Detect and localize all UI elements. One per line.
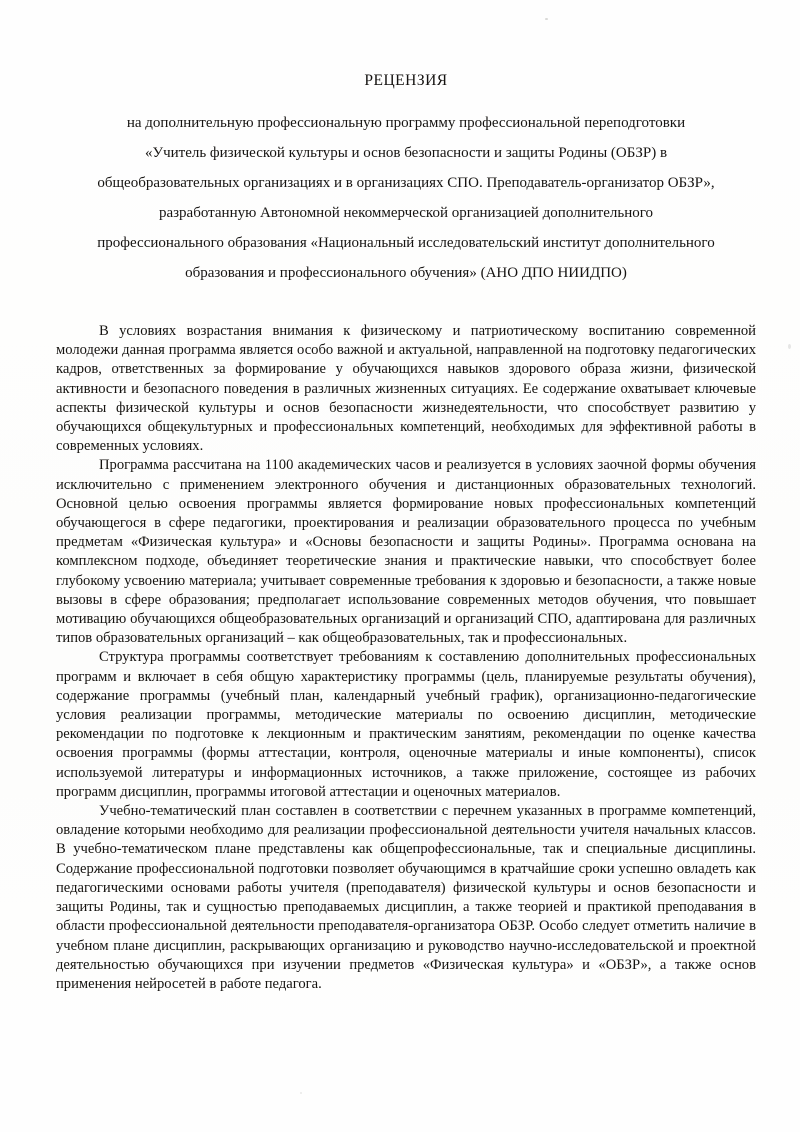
document-subtitle-line-1: на дополнительную профессиональную программу профессиональной переподготовки [126, 115, 686, 131]
document-subtitle-line-4: разработанную Автономной некоммерческой организацией дополнительного [158, 205, 654, 221]
document-subtitle-line-5: профессионального образования «Национальный исследовательский институт дополнительного [97, 235, 715, 251]
scan-speck [788, 344, 791, 349]
body-paragraph-4: Учебно-тематический план составлен в соответствии с перечнем указанных в программе компетенций, овладение которыми необходимо для реализации профессиональной деятельности учителя начальных классов. В учебно-тематическом плане представлены как общепрофессиональные, так и специальные дисциплины. Содержание профессиональной подготовки позволяет обучающимся в кратчайшие сроки успешно овладеть как педагогическими основами работы учителя (преподавателя) физической культуры и основ безопасности и защиты Родины, так и сущностью преподаваемых дисциплин, а также теорией и практикой преподавания в области профессиональной деятельности преподавателя-организатора ОБЗР. Особо следует отметить наличие в учебном плане дисциплин, раскрывающих организацию и руководство научно-исследовательской и проектной деятельностью обучающихся при изучении предметов «Физическая культура» и «ОБЗР», а также основ применения нейросетей в работе педагога. [56, 803, 756, 992]
document-title: РЕЦЕНЗИЯ [364, 72, 448, 89]
document-subtitle-line-2: «Учитель физической культуры и основ безопасности и защиты Родины (ОБЗР) в [144, 145, 668, 161]
body-paragraph-3: Структура программы соответствует требованиям к составлению дополнительных профессиональных программ и включает в себя общую характеристику программы (цель, планируемые результаты обучения), содержание программы (учебный план, календарный учебный график), организационно-педагогические условия реализации программы, методические материалы по освоению дисциплин, методические рекомендации по подготовке к лекционным и практическим занятиям, рекомендации по оценке качества освоения программы (формы аттестации, контроля, оценочные материалы и иные компоненты), список используемой литературы и информационных источников, а также приложение, состоящее из рабочих программ дисциплин, программы итоговой аттестации и оценочных материалов. [56, 649, 756, 800]
document-subtitle [56, 108, 756, 288]
document-subtitle-line-3: общеобразовательных организациях и в организациях СПО. Преподаватель-организатор ОБЗР», [97, 175, 715, 191]
body-paragraph-2: Программа рассчитана на 1100 академических часов и реализуется в условиях заочной формы обучения исключительно с применением электронного обучения и дистанционных образовательных технологий. Основной целью освоения программы является формирование новых профессиональных компетенций обучающегося в сфере педагогики, проектирования и реализации образовательного процесса по учебным предметам «Физическая культура» и «Основы безопасности и защиты Родины». Программа основана на комплексном подходе, объединяет теоретические знания и практические навыки, что способствует более глубокому усвоению материала; учитывает современные требования к здоровью и безопасности, а также новые вызовы в сфере образования; предполагает использование современных методов обучения, что повышает мотивацию обучающихся общеобразовательных организаций и организаций СПО, адаптирована для различных типов образовательных организаций – как общеобразовательных, так и профессиональных. [56, 457, 756, 647]
scan-speck [545, 18, 548, 20]
document-subtitle-line-6: образования и профессионального обучения» (АНО ДПО НИИДПО) [185, 265, 627, 281]
body-paragraph-1: В условиях возрастания внимания к физическому и патриотическому воспитанию современной молодежи данная программа является особо важной и актуальной, направленной на подготовку педагогических кадров, ответственных за формирование у обучающихся навыков здорового образа жизни, физической активности и безопасного поведения в различных жизненных ситуациях. Ее содержание охватывает ключевые аспекты физической культуры и основ безопасности жизнедеятельности, что способствует развитию у обучающихся общекультурных и профессиональных компетенций, необходимых для эффективной работы в современных условиях. [56, 323, 756, 455]
document-body [56, 322, 756, 994]
scan-speck [300, 1092, 302, 1094]
